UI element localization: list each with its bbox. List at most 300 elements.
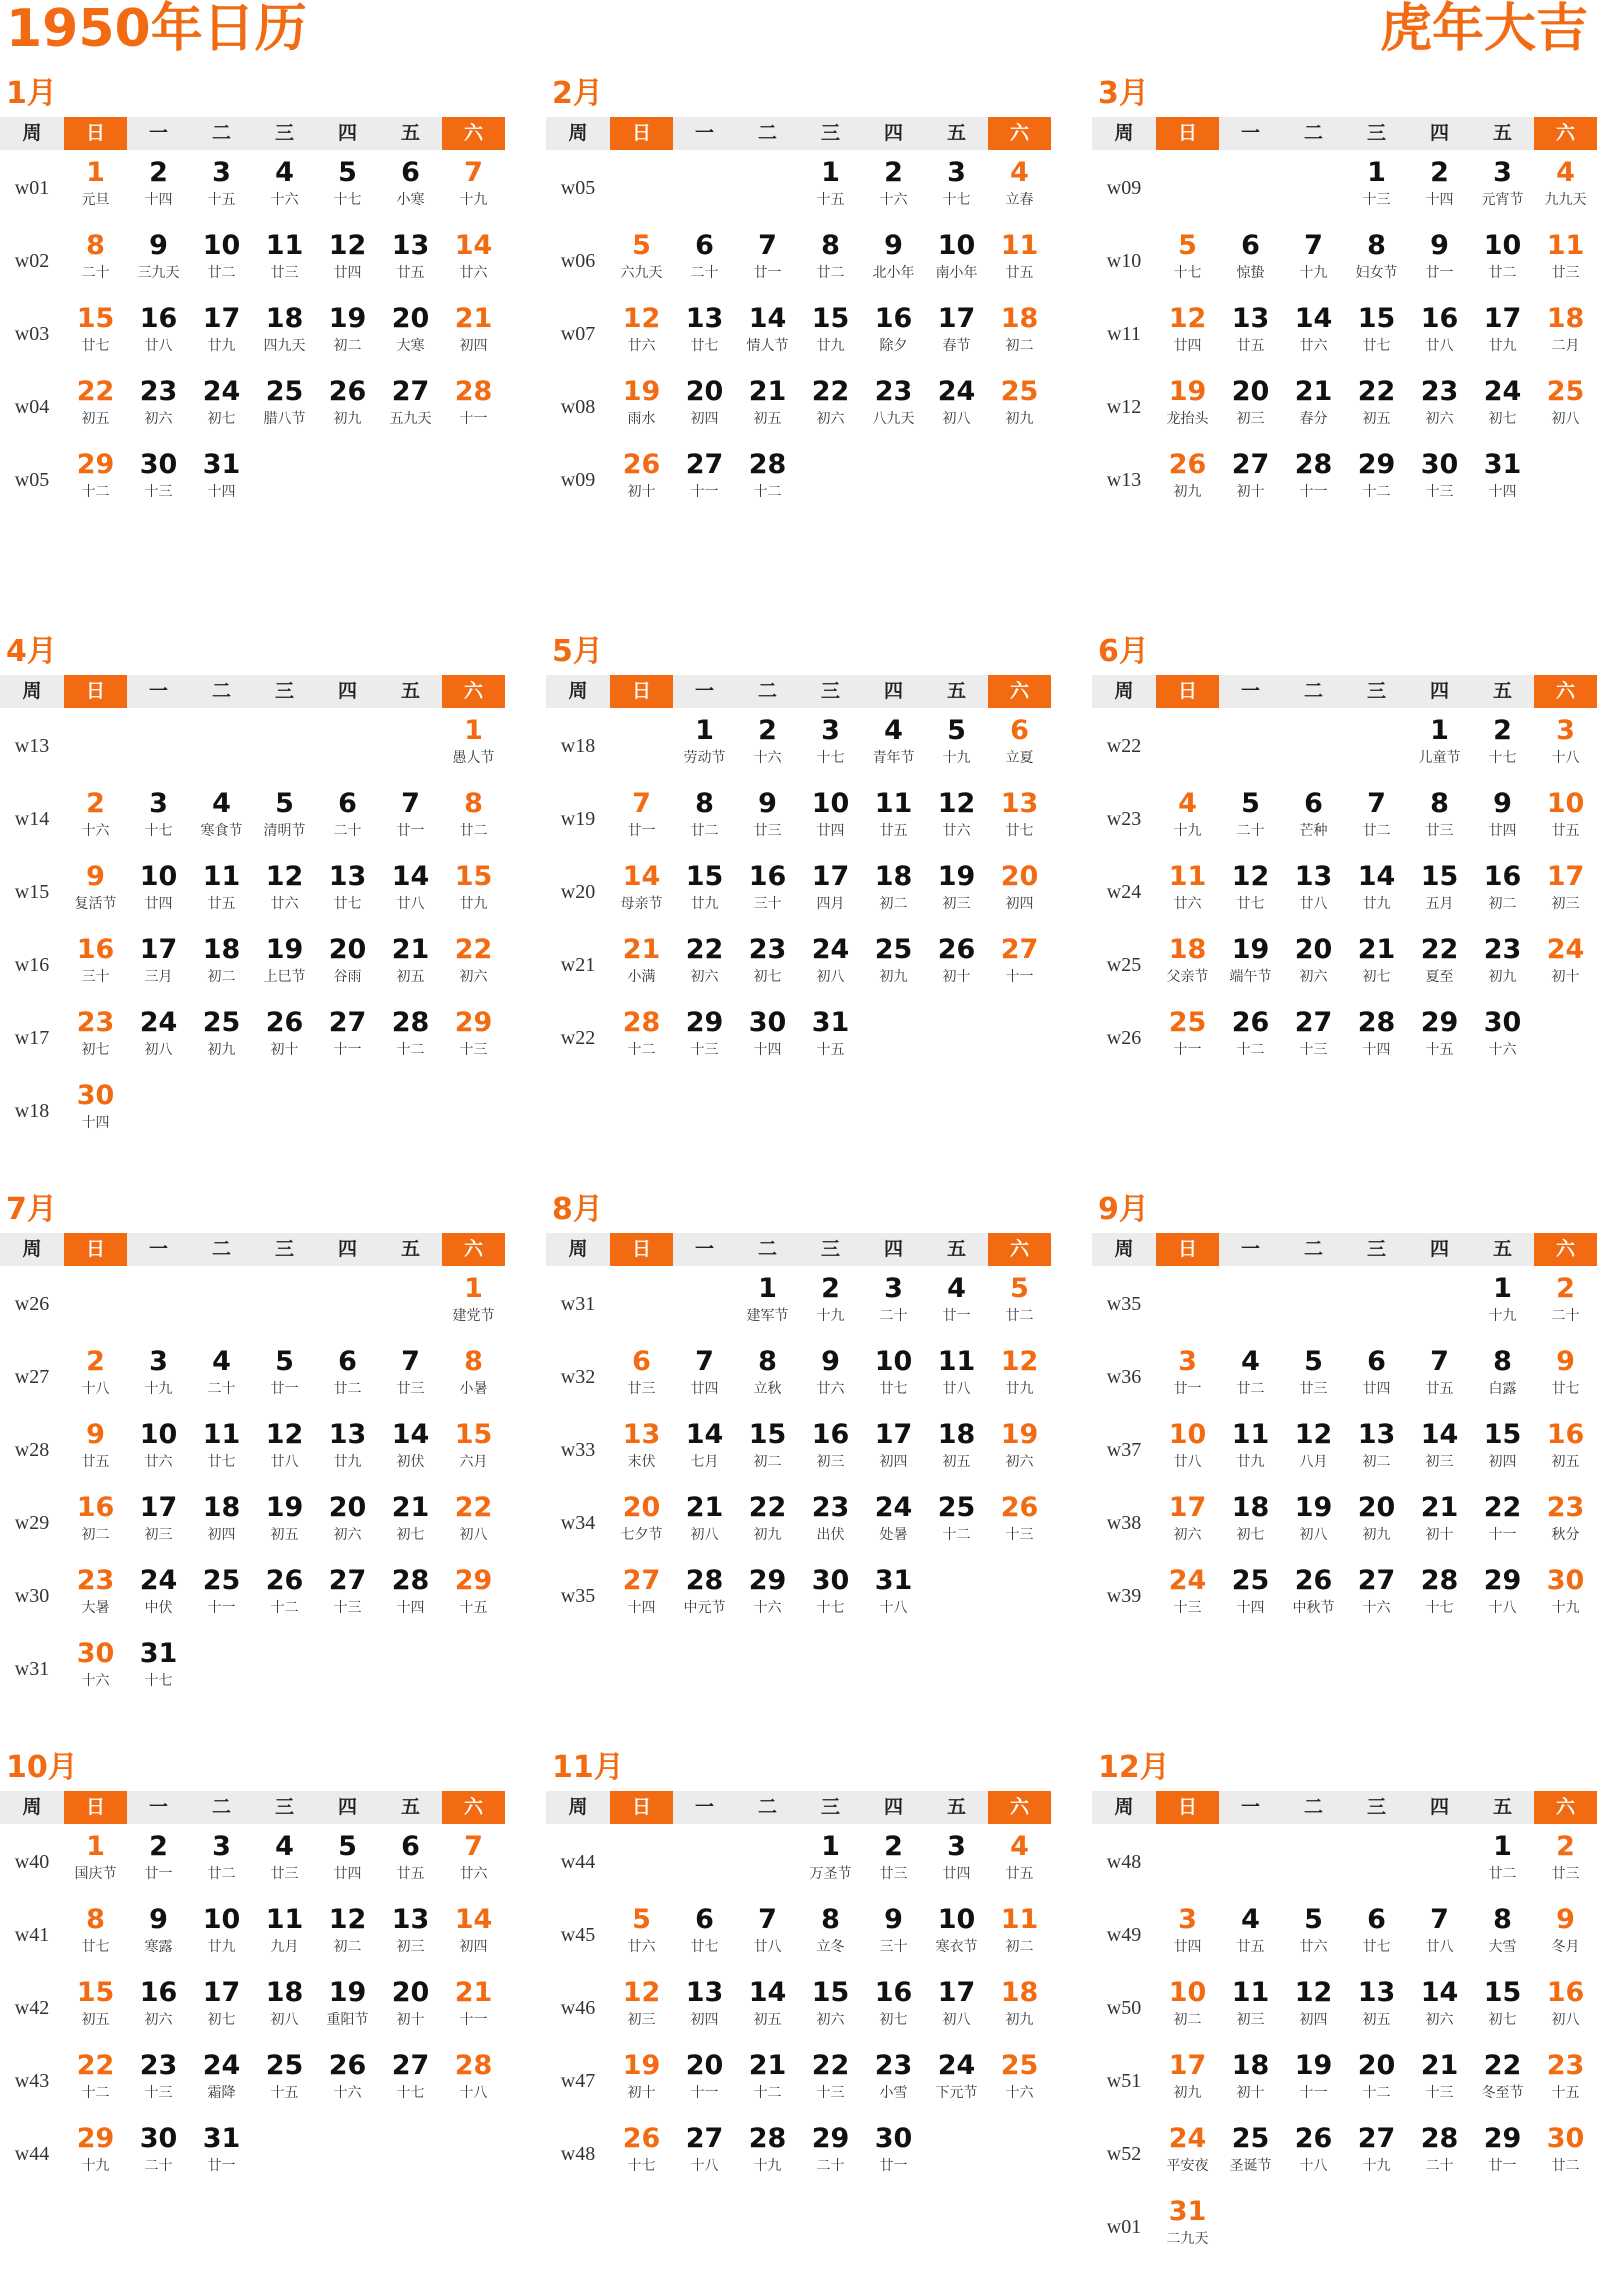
lunar-date: 初三 [1425, 1454, 1454, 1470]
weekday-header-cell: 四 [316, 117, 379, 150]
day-number: 13 [1357, 1977, 1396, 2008]
week-number: w42 [14, 1997, 50, 2019]
lunar-date: 廿二 [459, 823, 488, 839]
lunar-date: 十四 [207, 484, 236, 500]
week-number: w08 [560, 396, 596, 418]
lunar-date: 初六 [816, 411, 845, 427]
week-row [0, 1560, 510, 1633]
lunar-date: 十七 [627, 2158, 656, 2174]
day-cell [736, 1972, 799, 2045]
day-number: 5 [1241, 788, 1260, 819]
lunar-date: 九九天 [1544, 192, 1587, 208]
lunar-date: 十九 [942, 750, 971, 766]
lunar-date: 十三 [816, 2085, 845, 2101]
week-row [1092, 1560, 1598, 1633]
lunar-date: 十八 [459, 2085, 488, 2101]
day-cell [190, 152, 253, 225]
day-cell [316, 225, 379, 298]
day-number: 2 [1430, 157, 1449, 188]
week-number: w18 [560, 735, 596, 757]
day-number: 1 [1493, 1831, 1512, 1862]
day-cell [316, 2045, 379, 2118]
day-number: 7 [758, 230, 777, 261]
lunar-date: 初九 [207, 1042, 236, 1058]
month-name: 10月 [6, 1750, 78, 1785]
week-row [0, 1899, 510, 1972]
day-number: 17 [811, 861, 850, 892]
day-cell [1156, 444, 1219, 517]
day-cell [673, 1972, 736, 2045]
day-cell [64, 856, 127, 929]
day-cell [1219, 856, 1282, 929]
day-cell [190, 1560, 253, 1633]
day-cell [673, 1341, 736, 1414]
lunar-date: 廿六 [942, 823, 971, 839]
weekday-header [1092, 1233, 1598, 1266]
day-cell [799, 298, 862, 371]
weekday-header-cell: 四 [316, 675, 379, 708]
lunar-date: 初五 [81, 411, 110, 427]
week-row [0, 856, 510, 929]
day-cell [316, 1560, 379, 1633]
lunar-date: 初四 [207, 1527, 236, 1543]
day-cell [1471, 1899, 1534, 1972]
day-cell [190, 929, 253, 1002]
day-cell [1534, 1899, 1597, 1972]
day-cell [442, 1414, 505, 1487]
lunar-date: 初二 [1488, 896, 1517, 912]
day-cell [316, 856, 379, 929]
weekday-header [0, 117, 510, 150]
lunar-date: 初三 [816, 1454, 845, 1470]
day-cell [862, 1414, 925, 1487]
day-cell [1534, 2118, 1597, 2191]
day-number: 20 [391, 303, 430, 334]
day-cell [64, 1899, 127, 1972]
week-number: w02 [14, 250, 50, 272]
day-cell [988, 1268, 1051, 1341]
day-cell [190, 856, 253, 929]
day-cell [1471, 1414, 1534, 1487]
weekday-header [546, 1233, 1056, 1266]
day-cell [64, 1560, 127, 1633]
weekday-header-cell: 二 [1282, 675, 1345, 708]
day-cell [1345, 371, 1408, 444]
lunar-date: 廿一 [753, 265, 782, 281]
weekday-header-cell: 一 [673, 1791, 736, 1824]
week-row [1092, 1414, 1598, 1487]
lunar-date: 廿四 [1173, 338, 1202, 354]
lunar-date: 廿七 [81, 1939, 110, 1955]
week-number: w18 [14, 1100, 50, 1122]
day-number: 18 [1231, 2050, 1270, 2081]
day-number: 20 [1000, 861, 1039, 892]
lunar-date: 初九 [1488, 969, 1517, 985]
day-number: 3 [1178, 1904, 1197, 1935]
lunar-date: 二十 [690, 265, 719, 281]
day-number: 29 [1483, 1565, 1522, 1596]
day-number: 6 [1367, 1346, 1386, 1377]
lunar-date: 初九 [879, 969, 908, 985]
day-cell [1345, 929, 1408, 1002]
week-row [546, 444, 1056, 517]
day-number: 5 [1304, 1346, 1323, 1377]
lunar-date: 廿九 [1362, 896, 1391, 912]
day-cell [673, 371, 736, 444]
lunar-date: 十七 [816, 1600, 845, 1616]
day-cell [64, 783, 127, 856]
day-number: 11 [937, 1346, 976, 1377]
day-cell [64, 152, 127, 225]
month-name: 11月 [552, 1750, 624, 1785]
day-number: 20 [391, 1977, 430, 2008]
week-number: w26 [14, 1293, 50, 1315]
day-number: 6 [1241, 230, 1260, 261]
week-row [0, 1414, 510, 1487]
week-number: w15 [14, 881, 50, 903]
day-cell [799, 1341, 862, 1414]
week-row [546, 1560, 1056, 1633]
week-column-header: 周 [0, 1233, 64, 1266]
day-number: 21 [685, 1492, 724, 1523]
day-cell [673, 1002, 736, 1075]
day-number: 26 [1168, 449, 1207, 480]
day-number: 16 [748, 861, 787, 892]
lunar-date: 初八 [816, 969, 845, 985]
weekday-header-cell: 四 [862, 1791, 925, 1824]
day-cell [1282, 2118, 1345, 2191]
lunar-date: 廿九 [207, 1939, 236, 1955]
week-column-header: 周 [0, 675, 64, 708]
day-cell [127, 1002, 190, 1075]
day-number: 26 [328, 376, 367, 407]
day-cell [1534, 371, 1597, 444]
lunar-date: 十三 [1299, 1042, 1328, 1058]
day-number: 4 [212, 788, 231, 819]
weekday-header-cell: 四 [1408, 675, 1471, 708]
lunar-date: 十二 [753, 484, 782, 500]
week-number: w01 [14, 177, 50, 199]
day-cell [1534, 1414, 1597, 1487]
day-cell [253, 1826, 316, 1899]
weekday-header-cell: 三 [799, 675, 862, 708]
day-cell [316, 298, 379, 371]
day-number: 15 [1420, 861, 1459, 892]
day-number: 16 [139, 303, 178, 334]
day-number: 3 [149, 1346, 168, 1377]
lunar-date: 十四 [1488, 484, 1517, 500]
day-cell [925, 1341, 988, 1414]
day-number: 24 [937, 2050, 976, 2081]
day-cell [1471, 298, 1534, 371]
day-cell [1156, 298, 1219, 371]
day-cell [1408, 2118, 1471, 2191]
lunar-date: 廿八 [144, 338, 173, 354]
day-number: 24 [1168, 2123, 1207, 2154]
month-block [0, 1746, 510, 2286]
week-row [1092, 444, 1598, 517]
day-number: 24 [874, 1492, 913, 1523]
day-number: 23 [139, 2050, 178, 2081]
day-cell [736, 1899, 799, 1972]
day-number: 12 [1168, 303, 1207, 334]
day-number: 7 [1367, 788, 1386, 819]
day-cell [1219, 444, 1282, 517]
day-cell [1156, 1560, 1219, 1633]
day-number: 17 [139, 1492, 178, 1523]
day-number: 18 [1000, 303, 1039, 334]
day-number: 11 [265, 1904, 304, 1935]
weekday-header-cell: 五 [925, 117, 988, 150]
day-number: 10 [1168, 1977, 1207, 2008]
weekday-header-cell: 二 [736, 117, 799, 150]
day-cell [610, 1487, 673, 1560]
week-row [0, 1075, 510, 1148]
day-number: 7 [758, 1904, 777, 1935]
day-cell [64, 371, 127, 444]
weekday-header-cell: 四 [316, 1791, 379, 1824]
lunar-date: 大雪 [1488, 1939, 1517, 1955]
day-cell [1156, 929, 1219, 1002]
lunar-date: 廿七 [1362, 338, 1391, 354]
day-cell [673, 1899, 736, 1972]
day-number: 12 [1000, 1346, 1039, 1377]
day-number: 21 [391, 1492, 430, 1523]
day-cell [1408, 856, 1471, 929]
weekday-header-cell: 日 [64, 1791, 127, 1824]
month-name: 7月 [6, 1192, 57, 1227]
day-number: 31 [874, 1565, 913, 1596]
lunar-date: 廿四 [690, 1381, 719, 1397]
lunar-date: 十五 [459, 1600, 488, 1616]
weekday-header-cell: 六 [988, 1791, 1051, 1824]
day-number: 21 [454, 303, 493, 334]
lunar-date: 十三 [1425, 484, 1454, 500]
day-number: 30 [76, 1080, 115, 1111]
lunar-date: 初四 [690, 2012, 719, 2028]
day-cell [862, 1899, 925, 1972]
lunar-date: 廿五 [1005, 265, 1034, 281]
lunar-date: 六九天 [620, 265, 663, 281]
lunar-date: 廿二 [1362, 823, 1391, 839]
lunar-date: 建军节 [746, 1308, 789, 1324]
week-number: w14 [14, 808, 50, 830]
day-number: 11 [1546, 230, 1585, 261]
day-number: 22 [1483, 1492, 1522, 1523]
day-number: 3 [1178, 1346, 1197, 1377]
week-number: w22 [560, 1027, 596, 1049]
day-cell [925, 1826, 988, 1899]
day-cell [673, 225, 736, 298]
day-cell [64, 1341, 127, 1414]
lunar-date: 廿六 [1173, 896, 1202, 912]
day-cell [1156, 1899, 1219, 1972]
day-number: 22 [454, 934, 493, 965]
day-number: 19 [622, 376, 661, 407]
day-number: 31 [139, 1638, 178, 1669]
day-number: 23 [1420, 376, 1459, 407]
day-cell [127, 1899, 190, 1972]
lunar-date: 十二 [1362, 484, 1391, 500]
lunar-date: 夏至 [1425, 969, 1454, 985]
week-column-header: 周 [546, 1233, 610, 1266]
lunar-date: 廿七 [1005, 823, 1034, 839]
lunar-date: 十二 [627, 1042, 656, 1058]
day-number: 1 [86, 157, 105, 188]
day-number: 7 [401, 788, 420, 819]
weekday-header-cell: 日 [64, 117, 127, 150]
week-row [1092, 225, 1598, 298]
day-cell [673, 298, 736, 371]
month-name: 5月 [552, 634, 603, 669]
day-number: 20 [1231, 376, 1270, 407]
lunar-date: 青年节 [872, 750, 915, 766]
lunar-date: 十二 [81, 2085, 110, 2101]
day-number: 19 [265, 1492, 304, 1523]
day-number: 1 [821, 157, 840, 188]
lunar-date: 廿五 [1236, 338, 1265, 354]
day-number: 19 [1294, 2050, 1333, 2081]
day-cell [316, 1487, 379, 1560]
day-number: 9 [821, 1346, 840, 1377]
day-cell [1534, 2045, 1597, 2118]
weekday-header-cell: 一 [673, 1233, 736, 1266]
weekday-header-cell: 三 [1345, 1233, 1408, 1266]
day-cell [1408, 929, 1471, 1002]
day-number: 11 [1231, 1977, 1270, 2008]
week-number: w45 [560, 1924, 596, 1946]
week-number: w27 [14, 1366, 50, 1388]
lunar-date: 大寒 [396, 338, 425, 354]
day-number: 17 [1168, 1492, 1207, 1523]
day-number: 1 [1493, 1273, 1512, 1304]
day-number: 4 [1010, 1831, 1029, 1862]
day-cell [673, 783, 736, 856]
lunar-date: 五九天 [389, 411, 432, 427]
week-row [0, 710, 510, 783]
day-number: 20 [1357, 2050, 1396, 2081]
week-number: w11 [1107, 323, 1141, 345]
day-cell [1408, 1414, 1471, 1487]
day-number: 11 [1000, 230, 1039, 261]
day-number: 19 [1294, 1492, 1333, 1523]
day-cell [442, 1341, 505, 1414]
day-cell [379, 152, 442, 225]
week-row [0, 225, 510, 298]
day-number: 2 [821, 1273, 840, 1304]
day-number: 1 [695, 715, 714, 746]
day-number: 18 [1168, 934, 1207, 965]
day-number: 24 [1168, 1565, 1207, 1596]
lunar-date: 初九 [753, 1527, 782, 1543]
week-number: w30 [14, 1585, 50, 1607]
lunar-date: 二九天 [1166, 2231, 1209, 2247]
day-cell [379, 1487, 442, 1560]
day-number: 12 [1294, 1977, 1333, 2008]
weekday-header-cell: 日 [64, 1233, 127, 1266]
day-cell [64, 444, 127, 517]
day-cell [1408, 298, 1471, 371]
lunar-date: 初三 [1236, 2012, 1265, 2028]
day-cell [253, 1002, 316, 1075]
lunar-date: 廿六 [1299, 338, 1328, 354]
day-number: 9 [86, 861, 105, 892]
month-name: 1月 [6, 76, 57, 111]
day-number: 2 [149, 1831, 168, 1862]
day-number: 30 [1546, 1565, 1585, 1596]
lunar-date: 初四 [1488, 1454, 1517, 1470]
day-number: 8 [464, 788, 483, 819]
lunar-date: 初六 [1173, 1527, 1202, 1543]
day-number: 5 [1304, 1904, 1323, 1935]
day-number: 11 [1000, 1904, 1039, 1935]
day-cell [1408, 710, 1471, 783]
day-cell [442, 1268, 505, 1341]
day-cell [925, 1972, 988, 2045]
lunar-date: 廿九 [1236, 1454, 1265, 1470]
lunar-date: 处暑 [879, 1527, 908, 1543]
day-cell [127, 929, 190, 1002]
day-number: 10 [1483, 230, 1522, 261]
week-row [0, 1268, 510, 1341]
lunar-date: 初七 [1488, 2012, 1517, 2028]
day-number: 4 [1178, 788, 1197, 819]
weekday-header-cell: 六 [1534, 1233, 1597, 1266]
day-number: 22 [76, 2050, 115, 2081]
day-cell [1345, 1487, 1408, 1560]
day-number: 12 [265, 1419, 304, 1450]
lunar-date: 十六 [270, 192, 299, 208]
day-cell [1471, 929, 1534, 1002]
week-number: w50 [1106, 1997, 1142, 2019]
week-number: w10 [1106, 250, 1142, 272]
day-cell [64, 1633, 127, 1706]
day-cell [253, 929, 316, 1002]
day-cell [190, 1826, 253, 1899]
lunar-date: 廿八 [753, 1939, 782, 1955]
day-cell [316, 371, 379, 444]
lunar-date: 十九 [459, 192, 488, 208]
day-cell [1471, 1002, 1534, 1075]
day-number: 6 [1010, 715, 1029, 746]
day-cell [988, 152, 1051, 225]
lunar-date: 初八 [690, 1527, 719, 1543]
day-cell [127, 152, 190, 225]
week-column-header: 周 [1092, 1233, 1156, 1266]
weekday-header [0, 1233, 510, 1266]
lunar-date: 廿九 [459, 896, 488, 912]
day-cell [442, 783, 505, 856]
day-cell [1345, 2045, 1408, 2118]
day-number: 22 [748, 1492, 787, 1523]
weekday-header-cell: 四 [862, 117, 925, 150]
lunar-date: 小寒 [396, 192, 425, 208]
day-cell [253, 152, 316, 225]
lunar-date: 二十 [816, 2158, 845, 2174]
weekday-header [1092, 117, 1598, 150]
day-cell [799, 1972, 862, 2045]
lunar-date: 十九 [816, 1308, 845, 1324]
lunar-date: 初七 [396, 1527, 425, 1543]
day-number: 15 [748, 1419, 787, 1450]
day-number: 25 [937, 1492, 976, 1523]
day-number: 20 [328, 1492, 367, 1523]
lunar-date: 廿二 [816, 265, 845, 281]
day-number: 23 [748, 934, 787, 965]
week-number: w51 [1106, 2070, 1142, 2092]
day-cell [673, 1414, 736, 1487]
day-number: 26 [265, 1007, 304, 1038]
